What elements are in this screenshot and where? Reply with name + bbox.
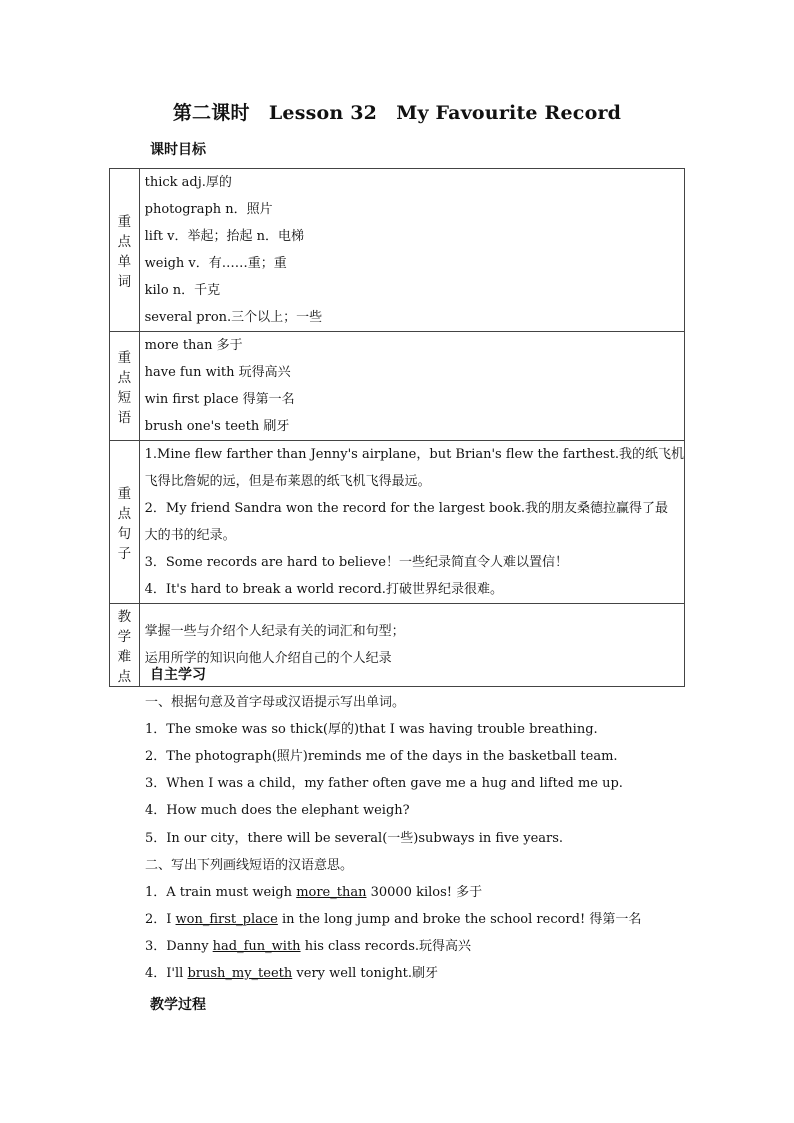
row-content — [139, 332, 684, 441]
vocab-line: lift v．举起；抬起 n．电梯 — [144, 229, 304, 244]
difficulty-line: 掌握一些与介绍个人纪录有关的词汇和句型； — [144, 624, 405, 639]
table-row — [110, 332, 685, 441]
sentence-line: 3．Some records are hard to believe！一些纪录简直令人难以置信！ — [144, 555, 568, 570]
row-label: 重点句子 — [110, 441, 140, 604]
item-text: his class records.玩得高兴 — [300, 939, 472, 954]
item-text: in the long jump and broke the school record! 得第一名 — [277, 912, 642, 927]
underlined-phrase: brush_my_teeth — [187, 966, 293, 981]
exercise-item: 5．In our city，there will be several(一些)subways in five years. — [145, 831, 564, 846]
vocab-line: kilo n．千克 — [144, 283, 221, 298]
underlined-phrase: had_fun_with — [212, 939, 301, 954]
difficulty-line: 运用所学的知识向他人介绍自己的个人纪录 — [144, 651, 392, 666]
vocab-line: several pron.三个以上；一些 — [144, 310, 323, 325]
page-title: 第二课时 Lesson 32 My Favourite Record — [172, 102, 622, 124]
part2-heading: 二、写出下列画线短语的汉语意思。 — [145, 858, 354, 873]
underlined-phrase: more_than — [296, 885, 367, 900]
goals-table — [109, 168, 685, 687]
item-text: 30000 kilos! 多于 — [366, 885, 483, 900]
sentence-line: 飞得比詹妮的远，但是布莱恩的纸飞机飞得最远。 — [144, 474, 431, 489]
exercise-item — [145, 964, 438, 984]
phrase-line: have fun with 玩得高兴 — [144, 365, 291, 380]
row-label: 教学难点 — [110, 604, 140, 687]
phrase-line: more than 多于 — [144, 338, 243, 353]
exercise-item: 4．How much does the elephant weigh? — [145, 803, 410, 818]
row-label: 重点短语 — [110, 332, 140, 441]
phrase-line: win first place 得第一名 — [144, 392, 295, 407]
table-row — [110, 441, 685, 604]
sentence-line: 2．My friend Sandra won the record for the largest book.我的朋友桑德拉赢得了最 — [144, 501, 668, 516]
self-study-heading: 自主学习 — [150, 667, 206, 683]
item-text: very well tonight.刷牙 — [292, 966, 439, 981]
sentence-line: 大的书的纪录。 — [144, 528, 236, 543]
row-content — [139, 169, 684, 332]
exercise-item — [145, 883, 482, 903]
process-heading: 教学过程 — [150, 997, 206, 1013]
row-content — [139, 441, 684, 604]
item-text: 2．I — [145, 912, 176, 927]
goals-heading: 课时目标 — [150, 142, 206, 158]
exercise-item — [145, 937, 471, 957]
exercise-item: 3．When I was a child，my father often gave me a hug and lifted me up. — [145, 776, 623, 791]
vocab-line: weigh v．有……重；重 — [144, 256, 287, 271]
sentence-line: 4．It's hard to break a world record.打破世界纪录很难。 — [144, 582, 503, 597]
table-row — [110, 169, 685, 332]
underlined-phrase: won_first_place — [175, 912, 278, 927]
vocab-line: photograph n．照片 — [144, 202, 273, 217]
row-label: 重点单词 — [110, 169, 140, 332]
sentence-line: 1.Mine flew farther than Jenny's airplane，but Brian's flew the farthest.我的纸飞机 — [144, 447, 684, 462]
part1-heading: 一、根据句意及首字母或汉语提示写出单词。 — [145, 695, 406, 710]
vocab-line: thick adj.厚的 — [144, 175, 232, 190]
exercise-item — [145, 910, 641, 930]
item-text: 1．A train must weigh — [145, 885, 297, 900]
exercise-item: 2．The photograph(照片)reminds me of the days in the basketball team. — [145, 749, 618, 764]
phrase-line: brush one's teeth 刷牙 — [144, 419, 290, 434]
item-text: 4．I'll — [145, 966, 188, 981]
row-content — [139, 604, 684, 687]
exercise-item: 1．The smoke was so thick(厚的)that I was having trouble breathing. — [145, 722, 598, 737]
item-text: 3．Danny — [145, 939, 213, 954]
